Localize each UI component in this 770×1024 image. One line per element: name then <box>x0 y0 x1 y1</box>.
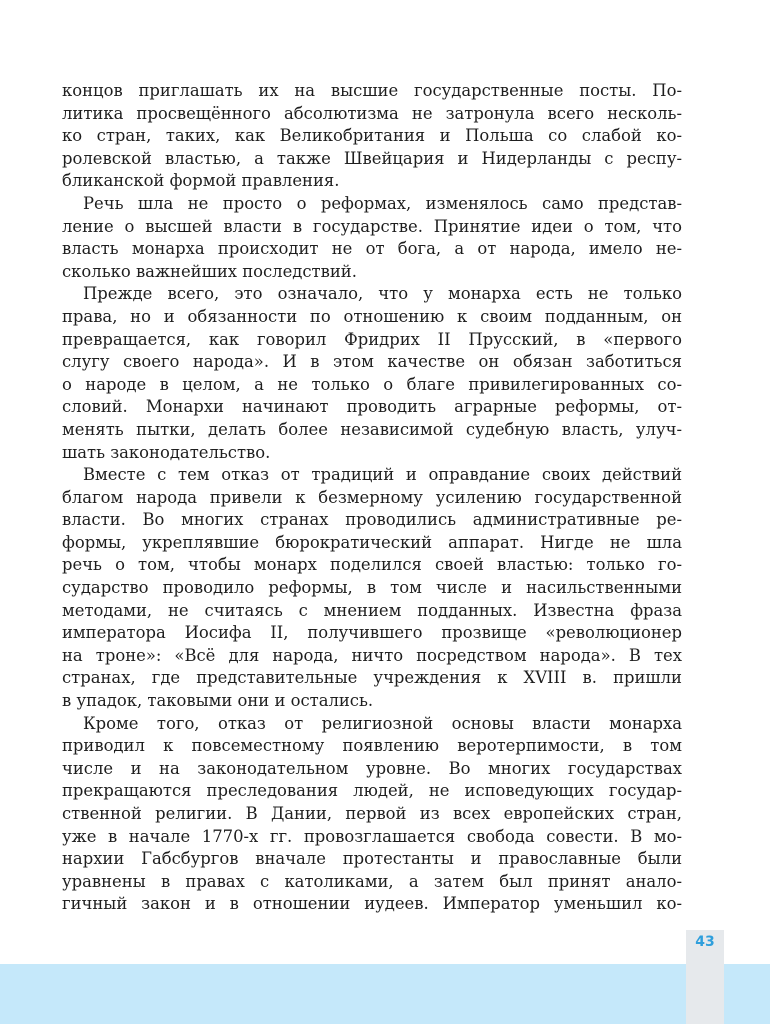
text-line-29: Кроме того, отказ от религиозной основы власти монарха <box>83 713 682 733</box>
text-line-31: числе и на законодательном уровне. Во многих государствах <box>62 758 682 778</box>
text-line-33: ственной религии. В Дании, первой из всех европейских стран, <box>62 804 682 823</box>
text-line-14: о народе в целом, а не только о благе привилегированных со- <box>62 374 682 394</box>
text-line-32: прекращаются преследования людей, не исповедующих государ- <box>62 781 682 801</box>
text-line-4: ролевской властью, а также Швейцария и Нидерланды с респу- <box>62 148 682 168</box>
footer-band <box>0 964 770 1024</box>
text-line-2: литика просвещённого абсолютизма не затронула всего несколь- <box>62 103 682 123</box>
text-line-19: благом народа привели к безмерному усилению государственной <box>62 487 682 507</box>
text-line-15: словий. Монархи начинают проводить аграрные реформы, от- <box>62 397 682 417</box>
body-text <box>62 80 682 916</box>
text-line-11: права, но и обязанности по отношению к своим подданным, он <box>62 306 682 326</box>
text-line-22: речь о том, чтобы монарх поделился своей властью: только го- <box>62 555 682 575</box>
text-line-25: императора Иосифа II, получившего прозвище «революционер <box>62 623 682 643</box>
text-line-5: бликанской формой правления. <box>62 171 340 191</box>
text-line-6: Речь шла не просто о реформах, изменялось само представ- <box>83 193 682 213</box>
text-line-36: уравнены в правах с католиками, а затем был принят анало- <box>62 871 682 891</box>
text-line-17: шать законодательство. <box>62 442 271 462</box>
text-line-23: сударство проводило реформы, в том числе и насильственными <box>62 578 682 598</box>
text-line-21: формы, укреплявшие бюрократический аппарат. Нигде не шла <box>62 532 682 552</box>
text-line-34: уже в начале 1770-х гг. провозглашается свобода совести. В мо- <box>62 826 682 846</box>
text-line-37: гичный закон и в отношении иудеев. Император уменьшил ко- <box>62 894 682 914</box>
text-line-7: ление о высшей власти в государстве. Принятие идеи о том, что <box>62 216 682 236</box>
text-line-10: Прежде всего, это означало, что у монарха есть не только <box>83 284 682 304</box>
text-line-28: в упадок, таковыми они и остались. <box>62 691 374 711</box>
text-line-8: власть монарха происходит не от бога, а от народа, имело не- <box>62 239 682 259</box>
text-line-1: концов приглашать их на высшие государственные посты. По- <box>62 81 682 100</box>
text-line-27: странах, где представительные учреждения к XVIII в. пришли <box>62 668 682 688</box>
text-line-20: власти. Во многих странах проводились административные ре- <box>62 510 682 530</box>
text-line-24: методами, не считаясь с мнением подданных. Известна фраза <box>62 600 682 620</box>
text-line-35: нархии Габсбургов вначале протестанты и православные были <box>62 849 682 869</box>
text-line-9: сколько важнейших последствий. <box>62 261 357 281</box>
page-number: 43 <box>695 934 715 950</box>
text-line-30: приводил к повсеместному появлению веротерпимости, в том <box>62 736 682 756</box>
text-line-18: Вместе с тем отказ от традиций и оправдание своих действий <box>83 465 682 485</box>
text-line-3: ко стран, таких, как Великобритания и Польша со слабой ко- <box>62 126 682 146</box>
text-line-16: менять пытки, делать более независимой судебную власть, улуч- <box>62 419 682 439</box>
text-line-13: слугу своего народа». И в этом качестве он обязан заботиться <box>62 352 682 372</box>
text-line-26: на троне»: «Всё для народа, ничто посредством народа». В тех <box>62 645 682 665</box>
text-line-12: превращается, как говорил Фридрих II Прусский, в «первого <box>62 329 682 349</box>
